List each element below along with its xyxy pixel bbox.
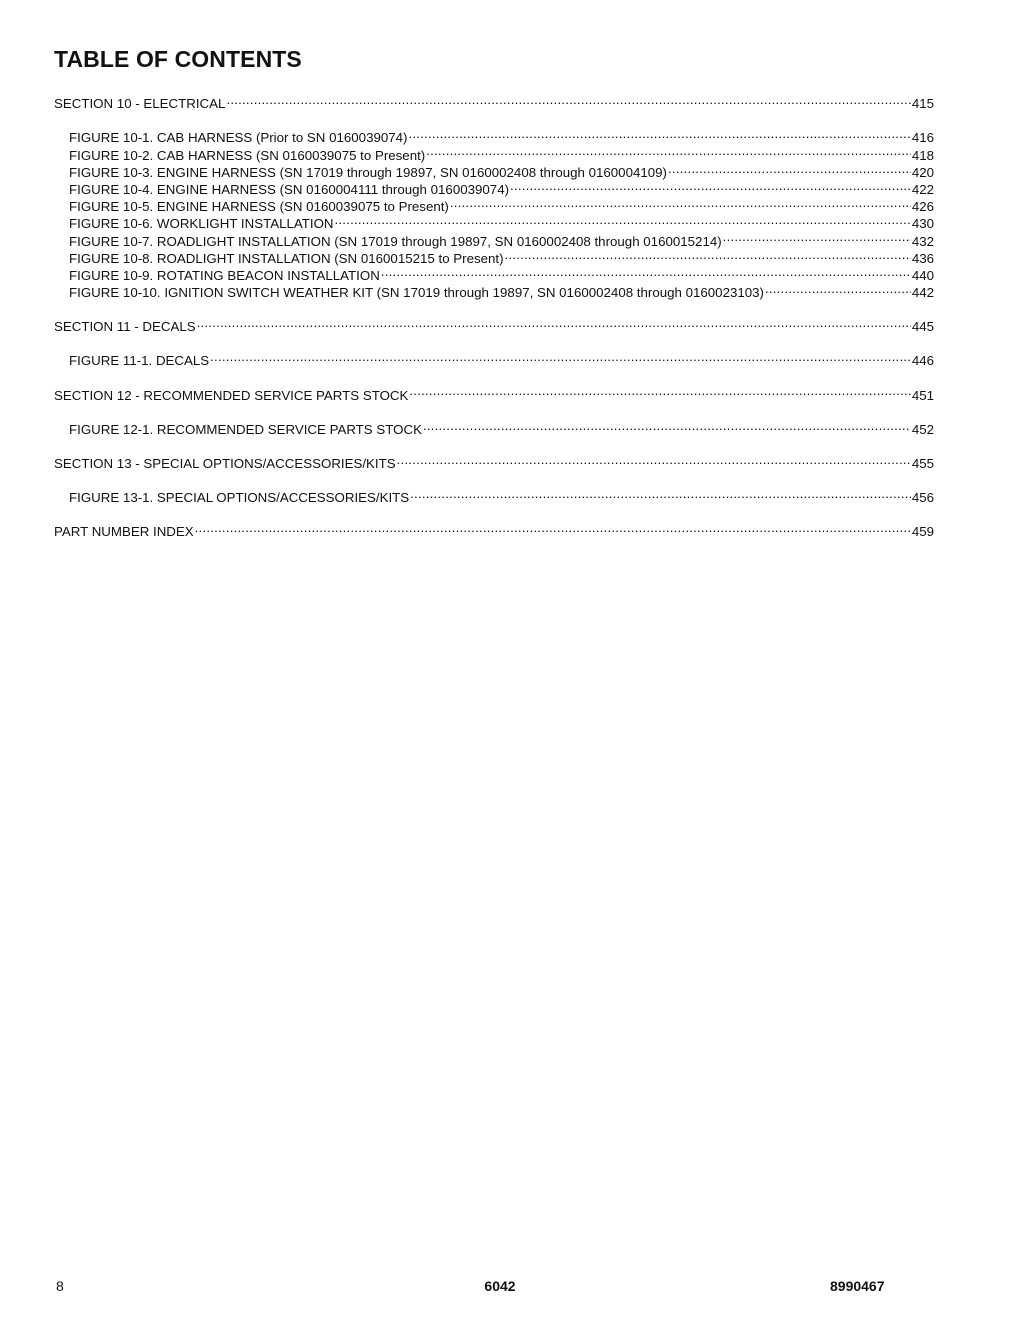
toc-leader-dots — [765, 280, 911, 297]
toc-entry-label: FIGURE 10-9. ROTATING BEACON INSTALLATION — [69, 267, 380, 283]
toc-entry-label: FIGURE 10-2. CAB HARNESS (SN 0160039075 to Present) — [69, 147, 426, 163]
toc-entry-page-number: 420 — [911, 164, 934, 180]
toc-leader-dots — [381, 263, 911, 280]
toc-entry-page-number: 442 — [911, 285, 934, 301]
toc-leader-dots — [226, 91, 910, 108]
toc-group — [54, 519, 934, 540]
toc-leader-dots — [409, 382, 910, 399]
table-of-contents — [54, 91, 934, 553]
toc-leader-dots — [426, 142, 911, 159]
page-title: TABLE OF CONTENTS — [54, 46, 302, 72]
toc-entry-label: SECTION 11 - DECALS — [54, 319, 196, 335]
toc-entry-label: FIGURE 13-1. SPECIAL OPTIONS/ACCESSORIES/KITS — [69, 490, 410, 506]
toc-leader-dots — [197, 314, 911, 331]
toc-section-entry[interactable] — [54, 382, 934, 403]
toc-leader-dots — [397, 451, 911, 468]
toc-entry-label: FIGURE 10-10. IGNITION SWITCH WEATHER KIT (SN 17019 through 19897, SN 0160002408 through 0160023103) — [69, 285, 764, 301]
toc-entry-page-number: 451 — [911, 387, 934, 403]
toc-entry-label: FIGURE 10-1. CAB HARNESS (Prior to SN 0160039074) — [69, 130, 408, 146]
toc-entry-label: SECTION 12 - RECOMMENDED SERVICE PARTS STOCK — [54, 387, 409, 403]
toc-figure-entry[interactable] — [54, 125, 934, 146]
toc-figure-entry[interactable] — [54, 417, 934, 437]
toc-entry-page-number: 440 — [911, 267, 934, 283]
toc-entry-page-number: 422 — [911, 181, 934, 197]
footer-document-number: 8990467 — [830, 1278, 885, 1294]
toc-entry-page-number: 446 — [911, 353, 934, 369]
toc-section-entry[interactable] — [54, 314, 934, 335]
toc-entry-label: FIGURE 10-7. ROADLIGHT INSTALLATION (SN 17019 through 19897, SN 0160002408 through 0160015214) — [69, 233, 722, 249]
toc-leader-dots — [505, 246, 911, 263]
toc-figure-entry[interactable] — [54, 485, 934, 506]
toc-entry-page-number: 426 — [911, 199, 934, 215]
toc-group — [54, 314, 934, 369]
footer-model-number: 6042 — [484, 1278, 516, 1294]
toc-entry-page-number: 432 — [911, 233, 934, 249]
toc-entry-label: SECTION 10 - ELECTRICAL — [54, 96, 226, 112]
footer-page-number: 8 — [56, 1278, 64, 1294]
toc-entry-label: FIGURE 12-1. RECOMMENDED SERVICE PARTS STOCK — [69, 421, 422, 437]
toc-section-entry[interactable] — [54, 519, 934, 540]
toc-leader-dots — [410, 485, 911, 502]
toc-entry-page-number: 416 — [911, 130, 934, 146]
toc-leader-dots — [423, 417, 911, 434]
toc-entry-label: FIGURE 10-6. WORKLIGHT INSTALLATION — [69, 216, 334, 232]
toc-entry-label: FIGURE 10-8. ROADLIGHT INSTALLATION (SN 0160015215 to Present) — [69, 250, 504, 266]
toc-figure-entry[interactable] — [54, 348, 934, 369]
toc-entry-label: FIGURE 11-1. DECALS — [69, 353, 210, 369]
toc-section-entry[interactable] — [54, 91, 934, 112]
toc-leader-dots — [510, 177, 911, 194]
toc-section-entry[interactable] — [54, 451, 934, 471]
toc-entry-page-number: 415 — [911, 96, 934, 112]
toc-group — [54, 451, 934, 506]
toc-group — [54, 91, 934, 301]
toc-entry-page-number: 445 — [911, 319, 934, 335]
toc-entry-page-number: 455 — [911, 456, 934, 471]
toc-entry-label: FIGURE 10-4. ENGINE HARNESS (SN 0160004111 through 0160039074) — [69, 181, 510, 197]
toc-entry-page-number: 459 — [911, 524, 934, 540]
toc-leader-dots — [723, 228, 911, 245]
toc-entry-label: FIGURE 10-5. ENGINE HARNESS (SN 0160039075 to Present) — [69, 199, 449, 215]
toc-entry-page-number: 418 — [911, 147, 934, 163]
toc-entry-label: FIGURE 10-3. ENGINE HARNESS (SN 17019 through 19897, SN 0160002408 through 0160004109) — [69, 164, 667, 180]
toc-leader-dots — [408, 125, 910, 142]
toc-entry-page-number: 436 — [911, 250, 934, 266]
toc-group — [54, 382, 934, 437]
toc-entry-page-number: 456 — [911, 490, 934, 506]
toc-leader-dots — [450, 194, 911, 211]
toc-leader-dots — [210, 348, 911, 365]
toc-entry-page-number: 430 — [911, 216, 934, 232]
toc-entry-page-number: 452 — [911, 421, 934, 437]
toc-entry-label: PART NUMBER INDEX — [54, 524, 194, 540]
toc-entry-label: SECTION 13 - SPECIAL OPTIONS/ACCESSORIES/KITS — [54, 456, 396, 471]
toc-leader-dots — [335, 211, 911, 228]
toc-leader-dots — [668, 160, 911, 177]
toc-leader-dots — [195, 519, 911, 536]
